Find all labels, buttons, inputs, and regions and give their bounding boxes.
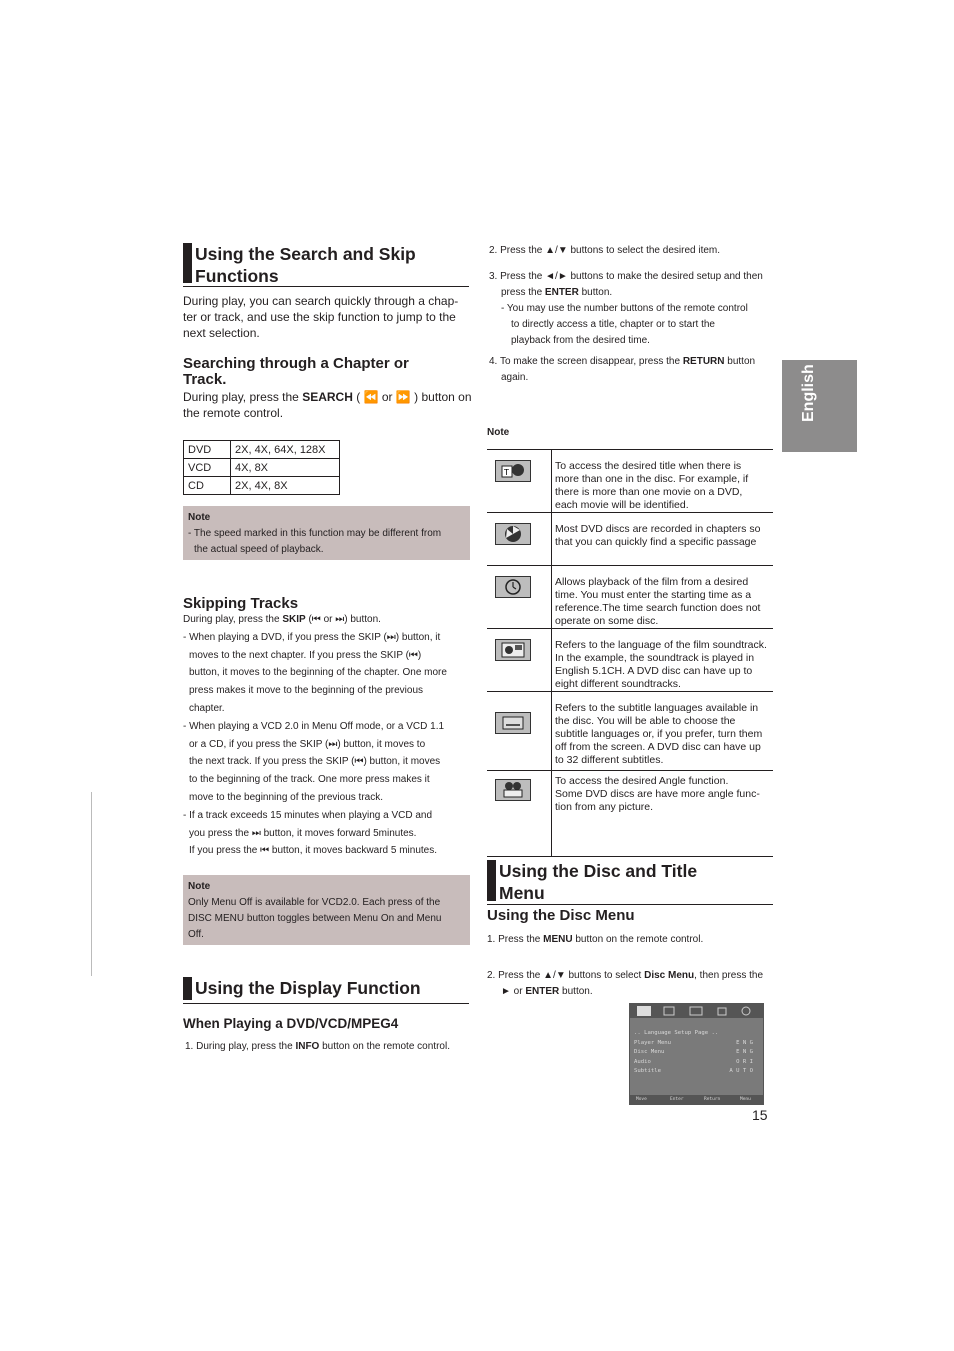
note-title: Note	[188, 512, 211, 523]
note-line: - The speed marked in this function may be different from	[188, 528, 442, 539]
table-cell: 4X, 8X	[231, 459, 340, 477]
osd-footer-item: Return	[704, 1097, 721, 1102]
desc-line: to 32 different subtitles.	[555, 754, 664, 766]
enter-button-name: ENTER	[544, 287, 579, 298]
step-line: 2. Press the ▲/▼ buttons to select the desired item.	[489, 245, 721, 256]
osd-footer-item: Move	[636, 1097, 647, 1102]
text: button.	[581, 287, 613, 298]
desc-line: Allows playback of the film from a desired	[555, 576, 749, 588]
icon-cell	[487, 692, 552, 770]
row-description	[555, 576, 773, 628]
subheading-line: Track.	[183, 371, 227, 388]
desc-line: eight different soundtracks.	[555, 678, 681, 690]
table-cell: VCD	[184, 459, 231, 477]
osd-label: Subtitle	[634, 1068, 661, 1074]
skip-instructions	[183, 611, 473, 860]
title-line-1: Using the Disc and Title	[499, 861, 698, 881]
skip-intro-line	[183, 611, 473, 629]
enter-button-name: ENTER	[525, 986, 560, 997]
text: During play, press the	[183, 614, 280, 625]
info-button-name: INFO	[295, 1041, 320, 1052]
title-line-1: Using the Search and Skip	[195, 244, 416, 264]
desc-line: each movie will be identified.	[555, 499, 689, 511]
icon-cell	[487, 450, 552, 512]
text: 1. During play, press the	[185, 1041, 293, 1052]
search-skip-title	[195, 243, 416, 287]
table-row	[184, 477, 340, 495]
osd-row	[634, 1040, 759, 1049]
margin-line	[91, 792, 92, 976]
osd-row	[634, 1059, 759, 1068]
skip-line: - When playing a DVD, if you press the SKIP (⏭) button, it	[183, 631, 441, 643]
search-chapter-subheading	[183, 356, 473, 388]
desc-line: that you can quickly find a specific passage	[555, 536, 757, 548]
desc-line: Some DVD discs are have more angle func-	[555, 788, 760, 800]
intro-line: During play, you can search quickly through a chap-	[183, 294, 459, 308]
skip-button-name: SKIP	[282, 614, 306, 625]
osd-row	[634, 1068, 759, 1077]
heading-bar	[487, 860, 496, 901]
table-cell: CD	[184, 477, 231, 495]
step-line	[487, 968, 777, 984]
search-instruction-line: the remote control.	[183, 406, 284, 420]
language-tab	[782, 360, 857, 452]
note-title: Note	[188, 881, 211, 892]
title-icon	[495, 460, 531, 482]
skip-line: move to the beginning of the previous track.	[189, 791, 384, 803]
search-button-name: SEARCH	[302, 390, 353, 404]
row-description	[555, 523, 773, 549]
display-heading	[183, 977, 469, 1004]
desc-line: operate on some disc.	[555, 615, 659, 627]
step-line: 3. Press the ◄/► buttons to make the desired setup and then	[489, 271, 763, 282]
table-row	[487, 450, 773, 513]
disc-menu-name: Disc Menu	[644, 970, 695, 981]
page-number: 15	[752, 1107, 768, 1123]
heading-bar	[183, 977, 192, 1000]
text: button.	[562, 986, 593, 997]
text: ► or	[501, 986, 523, 997]
fast-forward-icon: ⏩	[395, 390, 411, 404]
search-skip-heading	[183, 243, 469, 287]
note-line: the actual speed of playback.	[194, 544, 324, 555]
text: press the	[501, 287, 543, 298]
language-tab-label: English	[800, 364, 817, 422]
osd-icon-bar	[630, 1004, 763, 1018]
desc-line: there is more than one movie on a DVD,	[555, 486, 743, 498]
skip-line: If you press the ⏮ button, it moves backward 5 minutes.	[189, 845, 438, 857]
skip-back-icon: ⏮	[311, 614, 321, 625]
text: button on the remote control.	[322, 1041, 450, 1052]
osd-value: A U T O	[729, 1068, 753, 1074]
desc-line: To access the desired Angle function.	[555, 775, 729, 787]
osd-label: Player Menu	[634, 1040, 672, 1046]
display-subheading: When Playing a DVD/VCD/MPEG4	[183, 1016, 399, 1031]
table-row	[184, 459, 340, 477]
skip-forward-icon: ⏭	[335, 614, 345, 625]
text: 2. Press the ▲/▼ buttons to select	[487, 970, 642, 981]
osd-label: Disc Menu	[634, 1049, 665, 1055]
table-row	[487, 566, 773, 629]
disc-menu-step-1	[487, 932, 777, 948]
text: (	[308, 614, 312, 625]
subtitle-icon	[495, 712, 531, 734]
text: 1. Press the	[487, 934, 541, 945]
osd-row	[634, 1049, 759, 1058]
skipping-tracks-subheading: Skipping Tracks	[183, 595, 299, 612]
desc-line: subtitle languages or, if you prefer, turn them	[555, 728, 763, 740]
disc-title-heading	[487, 860, 773, 905]
text: or	[381, 390, 393, 404]
osd-header: .. Language Setup Page ..	[634, 1030, 719, 1036]
osd-footer	[630, 1095, 763, 1104]
search-instruction	[183, 389, 473, 421]
note-line: Only Menu Off is available for VCD2.0. Each press of the	[188, 897, 441, 908]
icon-cell	[487, 629, 552, 691]
osd-value: E N G	[736, 1049, 753, 1055]
menu-button-name: MENU	[543, 934, 573, 945]
title-line-2: Functions	[195, 266, 279, 286]
desc-line: Most DVD discs are recorded in chapters so	[555, 523, 761, 535]
table-row	[487, 771, 773, 856]
step-line: - You may use the number buttons of the remote control	[501, 303, 748, 314]
info-icon-table	[487, 449, 773, 857]
osd-label: Audio	[634, 1059, 651, 1065]
skip-line: the next track. If you press the SKIP (⏮) button, it moves	[189, 756, 441, 768]
desc-line: off from the screen. A DVD disc can have up	[555, 741, 761, 753]
desc-line: Refers to the language of the film soundtrack.	[555, 639, 767, 651]
search-instruction-line	[183, 389, 473, 405]
osd-value: E N G	[736, 1040, 753, 1046]
time-icon	[495, 576, 531, 598]
note-line: Off.	[188, 929, 204, 940]
skip-line: you press the ⏭ button, it moves forward 5minutes.	[189, 827, 417, 839]
skip-line: press makes it move to the beginning of the previous	[189, 685, 424, 697]
table-cell: 2X, 4X, 8X	[231, 477, 340, 495]
step-line	[487, 984, 777, 1000]
chapter-icon	[495, 523, 531, 545]
note-box-vcd	[183, 875, 470, 945]
desc-line: To access the desired title when there is	[555, 460, 742, 472]
step-line: again.	[501, 372, 529, 383]
text: (	[356, 390, 361, 404]
angle-icon	[495, 779, 531, 801]
row-description	[555, 702, 773, 767]
desc-line: In the example, the soundtrack is played in	[555, 652, 755, 664]
step-line: to directly access a title, chapter or to start the	[511, 319, 715, 330]
note-box-speed	[183, 506, 470, 560]
table-row	[487, 629, 773, 692]
note-line: DISC MENU button toggles between Menu On and Menu	[188, 913, 442, 924]
skip-line: or a CD, if you press the SKIP (⏭) button, it moves to	[189, 738, 426, 750]
step-line	[489, 354, 779, 370]
text: ) button.	[344, 614, 381, 625]
text: button on the remote control.	[575, 934, 704, 945]
step-line	[489, 285, 779, 301]
table-cell: 2X, 4X, 64X, 128X	[231, 441, 340, 459]
icon-cell	[487, 771, 552, 856]
row-description	[555, 639, 773, 691]
desc-line: the disc. You will be able to choose the	[555, 715, 736, 727]
skip-line: - When playing a VCD 2.0 in Menu Off mode, or a VCD 1.1	[183, 720, 445, 732]
osd-menu-icons	[630, 1004, 763, 1018]
text: 4. To make the screen disappear, press the	[489, 356, 681, 367]
text: During play, press the	[183, 390, 299, 404]
heading-bar	[183, 243, 192, 283]
icon-cell	[487, 566, 552, 628]
desc-line: English 5.1CH. A DVD disc can have up to	[555, 665, 753, 677]
display-title: Using the Display Function	[195, 978, 421, 998]
display-steps	[489, 243, 779, 386]
intro-line: ter or track, and use the skip function to jump to the	[183, 310, 456, 324]
skip-line: button, it moves to the beginning of the chapter. One more	[189, 667, 447, 679]
skip-line: moves to the next chapter. If you press the SKIP (⏮)	[189, 649, 422, 661]
display-step-1	[185, 1039, 450, 1055]
desc-line: more than one in the disc. For example, if	[555, 473, 749, 485]
osd-footer-item: Enter	[670, 1097, 684, 1102]
disc-menu-step-2	[487, 968, 777, 1000]
desc-line: Refers to the subtitle languages available in	[555, 702, 759, 714]
svg-text:T: T	[504, 468, 509, 477]
desc-line: time. You must enter the starting time as a	[555, 589, 752, 601]
search-intro	[183, 293, 473, 341]
icon-cell	[487, 513, 552, 565]
text: or	[323, 614, 333, 625]
rewind-icon: ⏪	[363, 390, 379, 404]
osd-value: O R I	[736, 1059, 753, 1065]
table-row	[487, 692, 773, 771]
step-line: playback from the desired time.	[511, 335, 650, 346]
note-label: Note	[487, 427, 510, 438]
speed-table	[183, 440, 340, 495]
text: button	[727, 356, 756, 367]
intro-line: next selection.	[183, 326, 260, 340]
disc-menu-subheading: Using the Disc Menu	[487, 907, 635, 924]
subheading-line: Searching through a Chapter or	[183, 355, 409, 372]
table-cell: DVD	[184, 441, 231, 459]
text: , then press the	[694, 970, 764, 981]
osd-footer-item: Menu	[740, 1097, 751, 1102]
return-button-name: RETURN	[682, 356, 725, 367]
skip-line: to the beginning of the track. One more press makes it	[189, 774, 430, 786]
table-row	[487, 513, 773, 566]
row-description	[555, 460, 773, 512]
disc-title-title	[499, 860, 697, 904]
audio-icon	[495, 639, 531, 661]
table-row	[184, 441, 340, 459]
desc-line: tion from any picture.	[555, 801, 654, 813]
text: ) button on	[414, 390, 472, 404]
skip-line: chapter.	[189, 702, 225, 714]
desc-line: reference.The time search function does not	[555, 602, 761, 614]
row-description	[555, 775, 773, 814]
skip-line: - If a track exceeds 15 minutes when playing a VCD and	[183, 809, 433, 821]
title-line-2: Menu	[499, 883, 545, 903]
language-setup-screen	[629, 1003, 764, 1105]
